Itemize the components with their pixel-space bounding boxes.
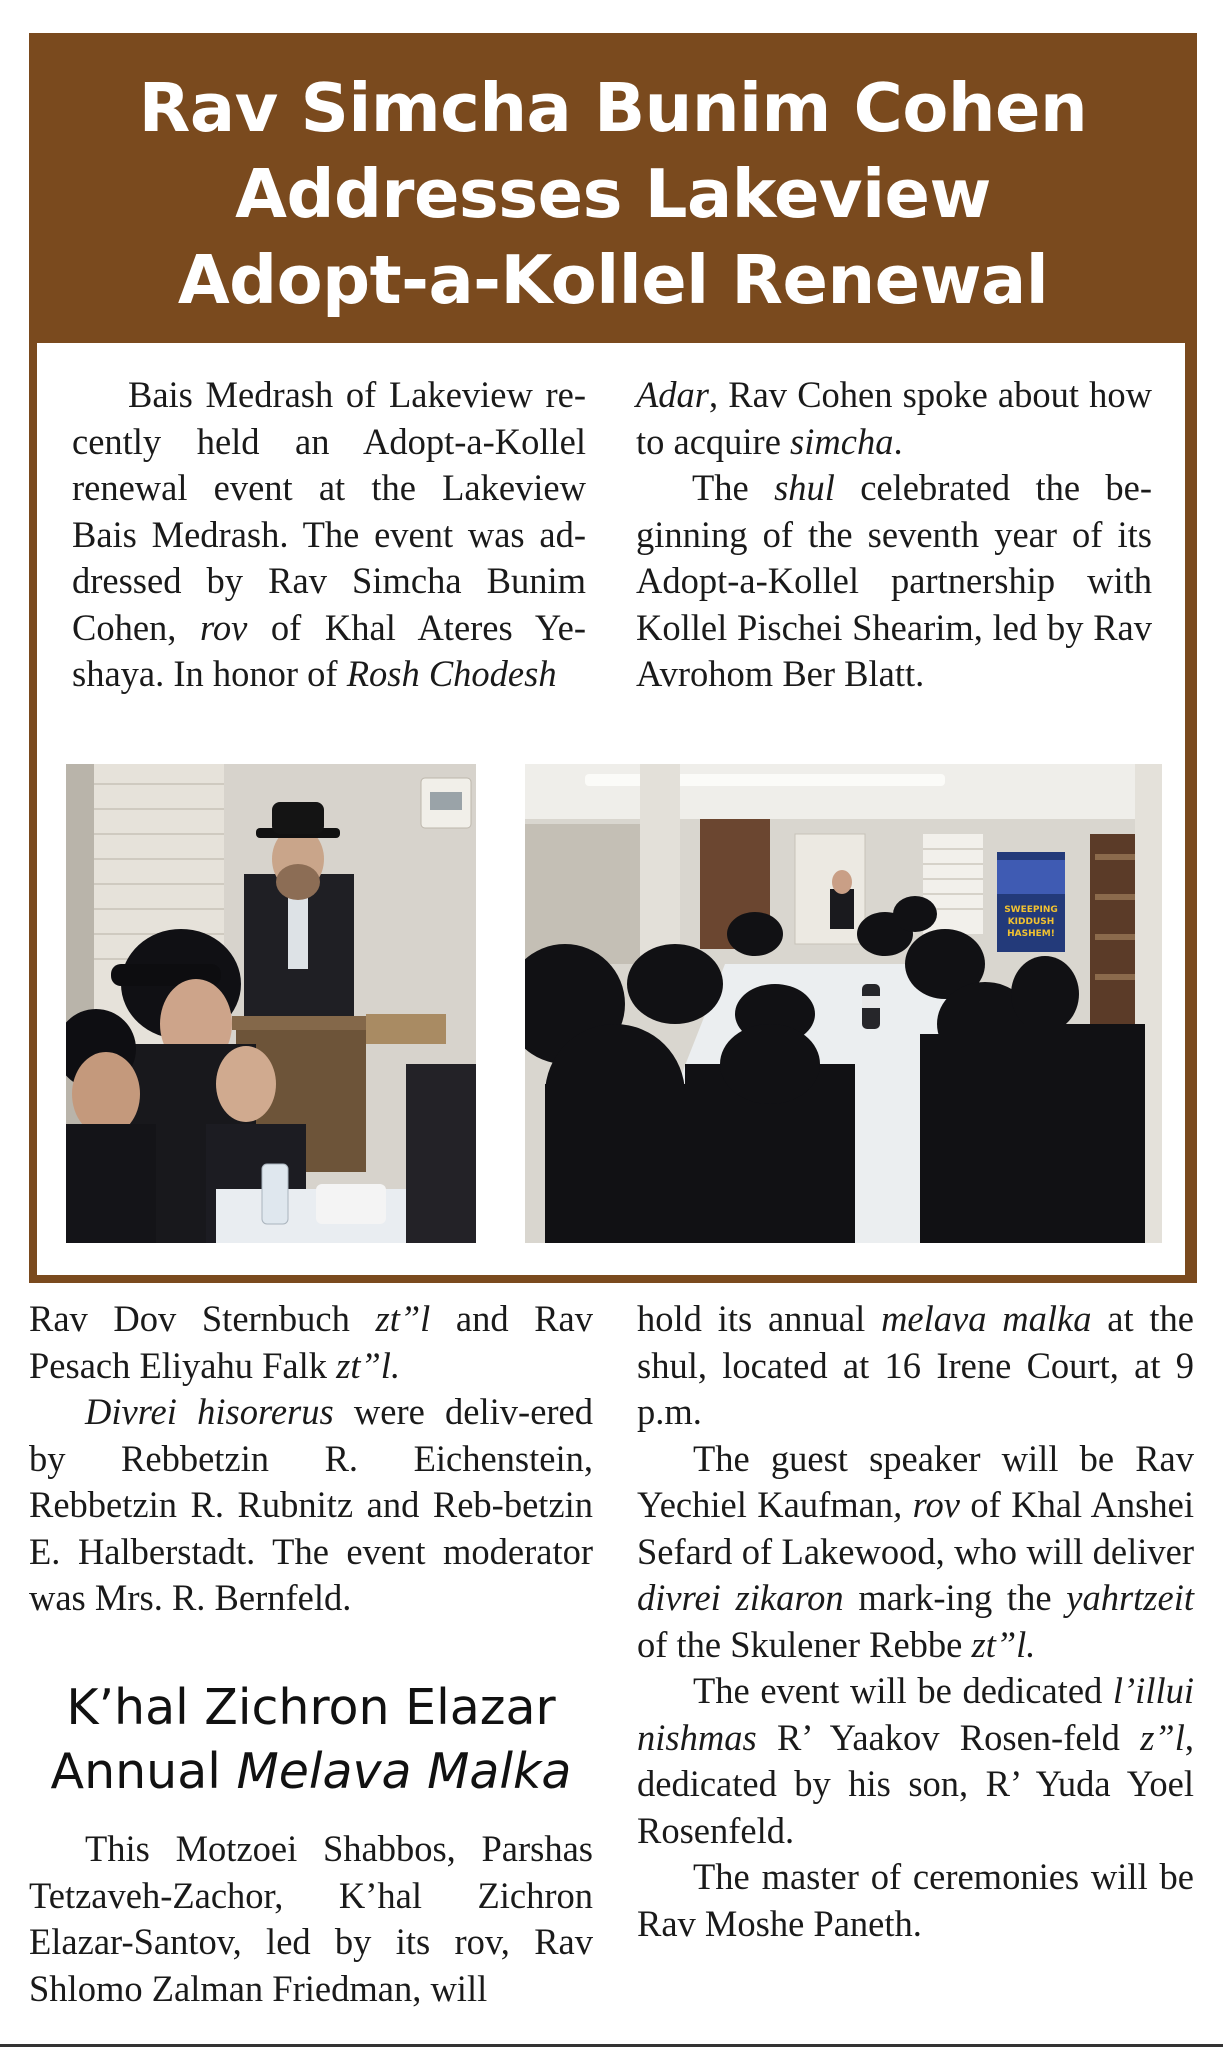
svg-text:KIDDUSH: KIDDUSH: [1007, 917, 1055, 927]
second-headline-line-2: Annual Melava Malka: [50, 1743, 572, 1800]
banner-sign: [997, 852, 1065, 952]
article-paragraph-1: Bais Medrash of Lakeview re-cently held an Adopt-a-Kollel renewal event at the Lakeview Bais Medrash. The event was ad-dressed by Rav Simcha Bunim Cohen, rov of Khal Ateres Ye-shaya. In honor of Rosh Chodesh: [72, 374, 586, 694]
article-headline: [29, 65, 1197, 323]
continued-column-left: [29, 1296, 593, 1622]
second-article-paragraph-2: The guest speaker will be Rav Yechiel Kaufman, rov of Khal Anshei Sefard of Lakewood, who will deliver divrei zikaron mark-ing the yahrtzeit of the Skulener Rebbe zt”l.: [637, 1437, 1194, 1665]
article-paragraph-2: The shul celebrated the be-ginning of the seventh year of its Adopt-a-Kollel partnership with Kollel Pischei Shearim, led by Rav Avrohom Ber Blatt.: [636, 467, 1152, 694]
photo-speaker-at-lectern: [66, 764, 476, 1243]
headline-line-2: Addresses Lakeview: [235, 155, 991, 233]
headline-line-3: Adopt-a-Kollel Renewal: [177, 241, 1049, 319]
second-article-column-left: [29, 1826, 593, 2012]
continued-paragraph-1: Rav Dov Sternbuch zt”l and Rav Pesach Eliyahu Falk zt”l.: [29, 1298, 593, 1386]
page-bottom-rule: [0, 2044, 1223, 2047]
article-paragraph-1-cont: Adar, Rav Cohen spoke about how to acquire simcha.: [636, 374, 1152, 462]
second-article-headline: [29, 1676, 593, 1804]
headline-line-1: Rav Simcha Bunim Cohen: [138, 69, 1088, 147]
svg-text:SWEEPING: SWEEPING: [1004, 905, 1058, 915]
second-article-paragraph-1: This Motzoei Shabbos, Parshas Tetzaveh-Zachor, K’hal Zichron Elazar-Santov, led by its rov, Rav Shlomo Zalman Friedman, will: [29, 1828, 593, 2009]
second-article-column-right: [637, 1296, 1194, 1947]
second-headline-line-1: K’hal Zichron Elazar: [66, 1679, 556, 1736]
second-article-paragraph-1-cont: hold its annual melava malka at the shul, located at 16 Irene Court, at 9 p.m.: [637, 1298, 1194, 1432]
continued-paragraph-2: Divrei hisorerus were deliv-ered by Rebbetzin R. Eichenstein, Rebbetzin R. Rubnitz and Reb-betzin E. Halberstadt. The event moderator was Mrs. R. Bernfeld.: [29, 1391, 594, 1618]
photo-event-room: [525, 764, 1162, 1243]
article-column-2: [636, 372, 1152, 698]
article-column-1: [72, 372, 586, 698]
second-article-paragraph-4: The master of ceremonies will be Rav Moshe Paneth.: [637, 1856, 1194, 1944]
svg-text:HASHEM!: HASHEM!: [1007, 929, 1055, 939]
second-article-paragraph-3: The event will be dedicated l’illui nishmas R’ Yaakov Rosen-feld z”l, dedicated by his son, R’ Yuda Yoel Rosenfeld.: [637, 1670, 1194, 1851]
